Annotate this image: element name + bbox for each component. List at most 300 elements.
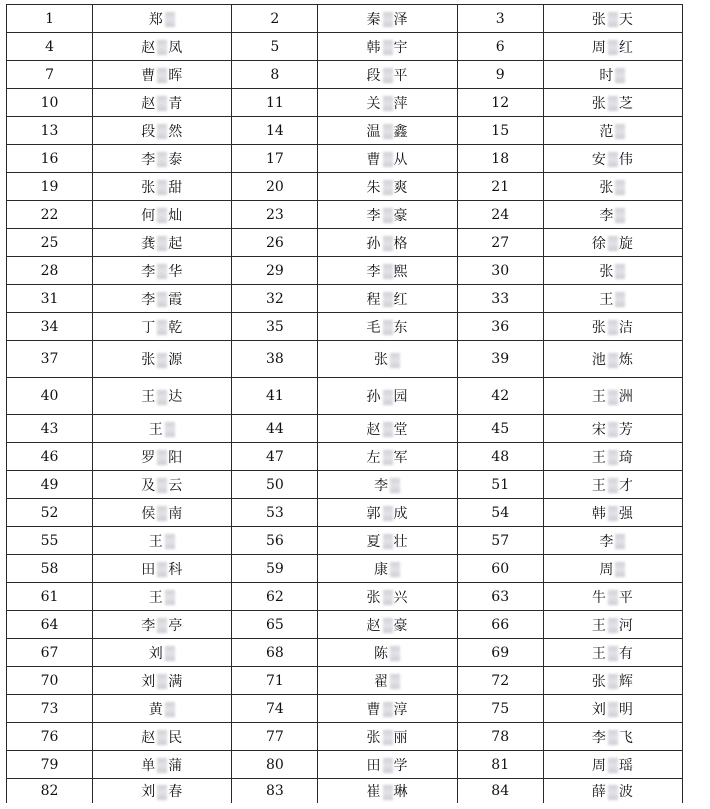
redaction-mask [383,534,393,549]
name-cell [318,667,457,695]
number-cell: 67 [7,639,93,667]
name-cell [318,723,457,751]
redaction-mask [157,562,167,577]
name-text: 及 云 [141,477,184,494]
number-cell: 28 [7,257,93,285]
number-cell: 74 [232,695,318,723]
name-text: 范 [599,124,626,140]
redaction-mask [383,152,393,167]
name-text: 郭 成 [366,505,409,522]
redaction-mask [608,422,618,437]
name-cell [318,5,457,33]
redaction-mask [383,590,393,605]
name-text: 王 才 [591,477,634,494]
name-cell [543,667,682,695]
redaction-mask [165,534,175,549]
redaction-mask [383,96,393,111]
number-cell: 65 [232,611,318,639]
number-cell: 68 [232,639,318,667]
redaction-mask [608,152,618,167]
table-row [7,173,683,201]
name-cell [543,145,682,173]
number-cell: 10 [7,89,93,117]
redaction-mask [157,730,167,745]
student-roster-table [6,4,683,803]
redaction-mask [383,40,393,55]
table-row [7,61,683,89]
name-text: 丁 乾 [141,319,184,336]
name-text: 田 学 [366,757,409,774]
redaction-mask [608,618,618,633]
number-cell: 9 [457,61,543,89]
redaction-mask [608,320,618,335]
name-cell [93,117,232,145]
name-cell [543,61,682,89]
number-cell: 16 [7,145,93,173]
redaction-mask [157,320,167,335]
name-text: 池 炼 [591,352,634,368]
redaction-mask [165,646,175,661]
number-cell: 30 [457,257,543,285]
name-cell [543,779,682,804]
name-cell [318,145,457,173]
number-cell: 70 [7,667,93,695]
name-cell [543,378,682,415]
number-cell: 39 [457,341,543,378]
roster-body [7,5,683,804]
redaction-mask [157,68,167,83]
name-cell [318,378,457,415]
name-cell [318,583,457,611]
name-text: 张 芝 [591,95,634,112]
name-text: 李 华 [141,263,184,280]
number-cell: 69 [457,639,543,667]
name-text: 刘 明 [591,701,634,718]
table-row [7,471,683,499]
redaction-mask [615,68,625,83]
table-row [7,611,683,639]
table-row [7,341,683,378]
name-cell [93,89,232,117]
name-text: 曹 淳 [366,701,409,718]
name-cell [318,257,457,285]
redaction-mask [383,618,393,633]
name-cell [93,257,232,285]
table-row [7,723,683,751]
name-cell [93,5,232,33]
number-cell: 71 [232,667,318,695]
redaction-mask [165,702,175,717]
number-cell: 82 [7,779,93,804]
name-cell [543,751,682,779]
name-cell [543,117,682,145]
redaction-mask [383,236,393,251]
name-text: 王 洲 [591,389,634,405]
redaction-mask [157,450,167,465]
name-cell [543,443,682,471]
number-cell: 56 [232,527,318,555]
name-text: 王 [149,534,176,550]
name-text: 赵 豪 [366,617,409,634]
redaction-mask [383,422,393,437]
name-text: 宋 芳 [591,421,634,438]
number-cell: 3 [457,5,543,33]
number-cell: 40 [7,378,93,415]
name-cell [318,89,457,117]
name-cell [318,415,457,443]
number-cell: 52 [7,499,93,527]
redaction-mask [608,236,618,251]
redaction-mask [615,264,625,279]
number-cell: 12 [457,89,543,117]
number-cell: 32 [232,285,318,313]
redaction-mask [615,208,625,223]
redaction-mask [383,450,393,465]
name-text: 张 [374,352,401,368]
number-cell: 46 [7,443,93,471]
name-text: 关 萍 [366,95,409,112]
number-cell: 75 [457,695,543,723]
name-cell [93,527,232,555]
name-cell [93,33,232,61]
number-cell: 5 [232,33,318,61]
table-row [7,229,683,257]
name-cell [318,229,457,257]
name-cell [543,341,682,378]
name-cell [543,285,682,313]
name-cell [543,639,682,667]
name-text: 赵 凤 [141,39,184,56]
name-cell [543,89,682,117]
name-cell [93,695,232,723]
name-text: 韩 强 [591,505,634,522]
redaction-mask [383,68,393,83]
redaction-mask [608,96,618,111]
number-cell: 45 [457,415,543,443]
name-text: 程 红 [366,291,409,308]
name-text: 左 军 [366,449,409,466]
name-text: 张 天 [591,11,634,28]
table-row [7,555,683,583]
name-cell [318,499,457,527]
table-row [7,201,683,229]
name-text: 张 源 [141,352,184,368]
redaction-mask [615,180,625,195]
name-cell [318,61,457,89]
table-row [7,583,683,611]
name-text: 张 辉 [591,673,634,690]
redaction-mask [383,320,393,335]
redaction-mask [390,478,400,493]
number-cell: 79 [7,751,93,779]
redaction-mask [157,353,167,368]
redaction-mask [157,292,167,307]
number-cell: 55 [7,527,93,555]
name-text: 李 [599,534,626,550]
redaction-mask [157,264,167,279]
name-text: 段 然 [141,123,184,140]
number-cell: 80 [232,751,318,779]
redaction-mask [157,390,167,405]
name-cell [93,145,232,173]
number-cell: 60 [457,555,543,583]
redaction-mask [390,646,400,661]
name-cell [318,751,457,779]
name-cell [318,611,457,639]
name-text: 温 鑫 [366,123,409,140]
redaction-mask [608,646,618,661]
name-text: 陈 [374,646,401,662]
number-cell: 61 [7,583,93,611]
number-cell: 64 [7,611,93,639]
number-cell: 31 [7,285,93,313]
redaction-mask [608,390,618,405]
redaction-mask [383,12,393,27]
name-text: 侯 南 [141,505,184,522]
name-cell [543,229,682,257]
name-text: 时 [599,68,626,84]
number-cell: 43 [7,415,93,443]
redaction-mask [157,40,167,55]
number-cell: 57 [457,527,543,555]
redaction-mask [383,180,393,195]
number-cell: 51 [457,471,543,499]
name-cell [318,443,457,471]
name-text: 夏 壮 [366,533,409,550]
redaction-mask [608,674,618,689]
name-cell [318,471,457,499]
number-cell: 27 [457,229,543,257]
name-cell [93,173,232,201]
redaction-mask [608,478,618,493]
number-cell: 35 [232,313,318,341]
redaction-mask [157,618,167,633]
number-cell: 59 [232,555,318,583]
number-cell: 2 [232,5,318,33]
name-cell [318,313,457,341]
number-cell: 48 [457,443,543,471]
redaction-mask [157,674,167,689]
redaction-mask [157,124,167,139]
name-cell [93,555,232,583]
redaction-mask [608,590,618,605]
name-text: 崔 琳 [366,784,409,800]
redaction-mask [157,152,167,167]
redaction-mask [383,390,393,405]
name-text: 张 [599,180,626,196]
number-cell: 37 [7,341,93,378]
number-cell: 53 [232,499,318,527]
name-text: 韩 宇 [366,39,409,56]
name-text: 康 [374,562,401,578]
number-cell: 41 [232,378,318,415]
number-cell: 47 [232,443,318,471]
name-cell [93,229,232,257]
name-text: 赵 民 [141,729,184,746]
name-text: 翟 [374,674,401,690]
table-row [7,117,683,145]
table-row [7,145,683,173]
table-row [7,5,683,33]
redaction-mask [157,785,167,800]
name-text: 王 [599,292,626,308]
name-text: 罗 阳 [141,449,184,466]
name-cell [543,583,682,611]
table-row [7,443,683,471]
name-cell [543,723,682,751]
number-cell: 76 [7,723,93,751]
redaction-mask [157,208,167,223]
name-cell [93,639,232,667]
name-text: 李 飞 [591,729,634,746]
redaction-mask [615,562,625,577]
name-cell [318,285,457,313]
redaction-mask [383,208,393,223]
name-cell [543,611,682,639]
redaction-mask [390,674,400,689]
name-text: 张 洁 [591,319,634,336]
name-text: 李 [599,208,626,224]
number-cell: 11 [232,89,318,117]
name-cell [543,555,682,583]
name-cell [93,471,232,499]
redaction-mask [608,450,618,465]
name-text: 王 达 [141,389,184,405]
table-row [7,779,683,804]
table-row [7,415,683,443]
name-text: 李 泰 [141,151,184,168]
name-cell [543,499,682,527]
name-text: 朱 爽 [366,179,409,196]
name-cell [93,667,232,695]
table-row [7,751,683,779]
name-cell [543,33,682,61]
redaction-mask [157,758,167,773]
table-row [7,378,683,415]
redaction-mask [608,40,618,55]
table-row [7,639,683,667]
number-cell: 8 [232,61,318,89]
number-cell: 38 [232,341,318,378]
name-text: 张 [599,264,626,280]
number-cell: 13 [7,117,93,145]
redaction-mask [157,180,167,195]
number-cell: 83 [232,779,318,804]
name-text: 段 平 [366,67,409,84]
name-text: 曹 晖 [141,67,184,84]
name-cell [543,201,682,229]
name-text: 秦 泽 [366,11,409,28]
name-text: 徐 旋 [591,235,634,252]
redaction-mask [608,12,618,27]
number-cell: 84 [457,779,543,804]
redaction-mask [165,12,175,27]
redaction-mask [608,353,618,368]
redaction-mask [615,124,625,139]
number-cell: 7 [7,61,93,89]
number-cell: 6 [457,33,543,61]
number-cell: 17 [232,145,318,173]
name-cell [318,527,457,555]
redaction-mask [615,534,625,549]
name-text: 李 [374,478,401,494]
number-cell: 78 [457,723,543,751]
number-cell: 18 [457,145,543,173]
name-cell [93,201,232,229]
name-cell [543,471,682,499]
name-text: 薛 波 [591,784,634,800]
name-cell [543,415,682,443]
number-cell: 54 [457,499,543,527]
name-text: 黄 [149,702,176,718]
number-cell: 14 [232,117,318,145]
number-cell: 22 [7,201,93,229]
redaction-mask [383,292,393,307]
name-text: 毛 东 [366,319,409,336]
number-cell: 29 [232,257,318,285]
name-cell [93,313,232,341]
name-text: 李 熙 [366,263,409,280]
number-cell: 42 [457,378,543,415]
number-cell: 20 [232,173,318,201]
name-text: 孙 园 [366,389,409,405]
name-cell [93,611,232,639]
redaction-mask [608,785,618,800]
name-text: 何 灿 [141,207,184,224]
number-cell: 63 [457,583,543,611]
redaction-mask [608,506,618,521]
name-cell [93,285,232,313]
table-row [7,695,683,723]
redaction-mask [383,702,393,717]
name-text: 王 琦 [591,449,634,466]
name-cell [93,341,232,378]
name-text: 王 [149,590,176,606]
redaction-mask [157,236,167,251]
number-cell: 72 [457,667,543,695]
number-cell: 26 [232,229,318,257]
name-text: 刘 春 [141,784,184,800]
name-cell [318,201,457,229]
number-cell: 81 [457,751,543,779]
name-cell [93,61,232,89]
name-text: 孙 格 [366,235,409,252]
name-cell [93,583,232,611]
name-text: 周 [599,562,626,578]
name-text: 张 兴 [366,589,409,606]
name-cell [93,499,232,527]
name-text: 张 甜 [141,179,184,196]
name-text: 李 霞 [141,291,184,308]
number-cell: 25 [7,229,93,257]
name-cell [543,313,682,341]
number-cell: 15 [457,117,543,145]
name-text: 刘 满 [141,673,184,690]
redaction-mask [390,562,400,577]
name-text: 刘 [149,646,176,662]
name-text: 田 科 [141,561,184,578]
number-cell: 50 [232,471,318,499]
number-cell: 23 [232,201,318,229]
number-cell: 33 [457,285,543,313]
name-text: 王 [149,422,176,438]
number-cell: 24 [457,201,543,229]
table-row [7,33,683,61]
redaction-mask [608,730,618,745]
number-cell: 4 [7,33,93,61]
number-cell: 58 [7,555,93,583]
redaction-mask [383,730,393,745]
